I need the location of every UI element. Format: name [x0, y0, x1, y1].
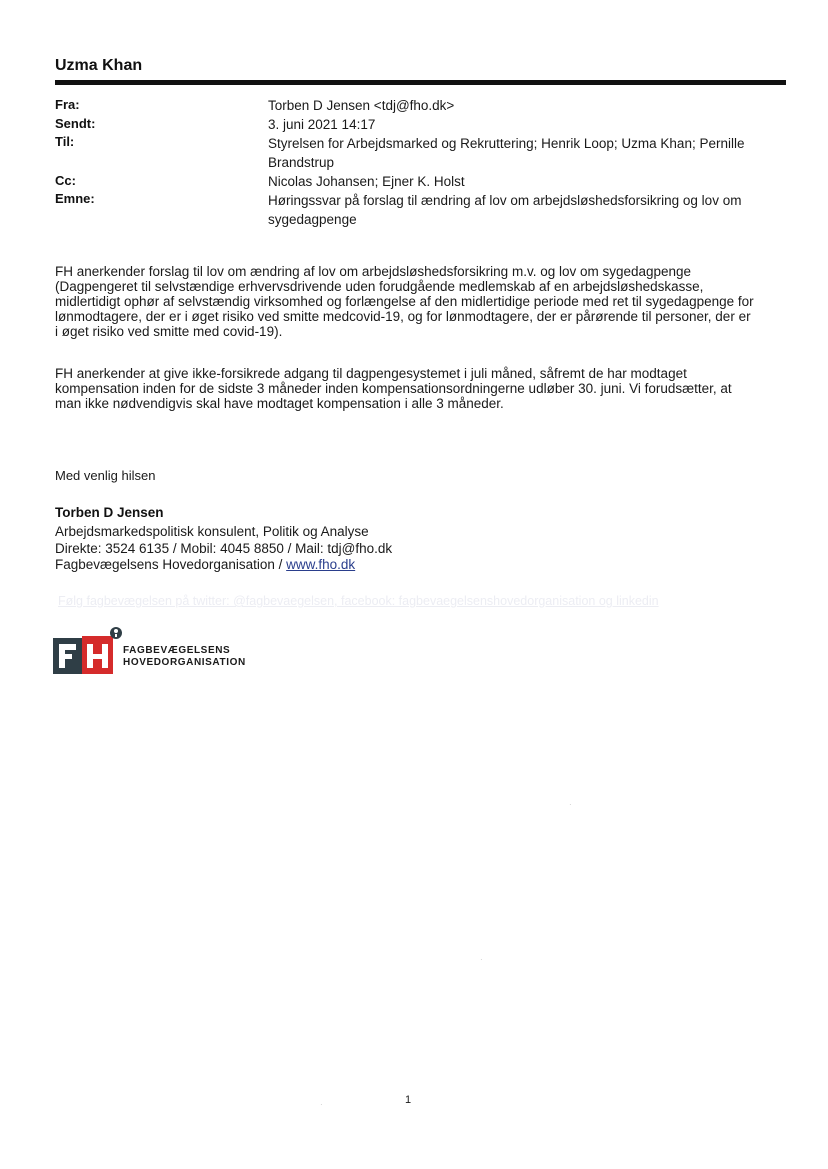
paragraph-line: FH anerkender at give ikke-forsikrede adgang til dagpengesystemet i juli måned, såfremt de har modtaget	[55, 366, 687, 381]
subject-value: Høringssvar på forslag til ændring af lov om arbejdsløshedsforsikring og lov om sygedagpenge	[268, 193, 742, 227]
fh-logo	[53, 626, 293, 678]
scan-speck: ·	[320, 1100, 323, 1109]
page-number: 1	[405, 1094, 412, 1106]
paragraph-line: kompensation inden for de sidste 3 måneder inden kompensationsordningerne udløber 30. juni. Vi forudsætter, at	[55, 381, 732, 396]
paragraph-line: FH anerkender forslag til lov om ændring af lov om arbejdsløshedsforsikring m.v. og lov om sygedagpenge	[55, 264, 692, 279]
cc-value: Nicolas Johansen; Ejner K. Holst	[268, 174, 465, 189]
mailbox-owner-name: Uzma Khan	[55, 57, 143, 74]
signature-contact: Direkte: 3524 6135 / Mobil: 4045 8850 / Mail: tdj@fho.dk	[55, 541, 393, 556]
organization-name: Fagbevægelsens Hovedorganisation /	[55, 557, 287, 572]
fh-logo-mark-icon	[53, 626, 123, 678]
paragraph-line: midlertidigt ophør af selvstændig virksomhed og forlængelse af den midlertidige periode med ret til sygedagpenge for	[55, 294, 754, 309]
scan-speck: ·	[569, 800, 572, 809]
paragraph-line: lønmodtagere, der er i øget risiko ved smitte medcovid-19, og for lønmodtagere, der er pårørende til personer, der er	[55, 309, 751, 324]
signature-organization	[55, 557, 355, 572]
header-divider	[55, 80, 786, 85]
logo-text-line-2: HOVEDORGANISATION	[123, 657, 246, 668]
paragraph-line: i øget risiko ved smitte med covid-19).	[55, 324, 283, 339]
closing-greeting: Med venlig hilsen	[55, 468, 156, 483]
from-value: Torben D Jensen <tdj@fho.dk>	[268, 98, 455, 113]
body-paragraph-2	[55, 366, 785, 411]
sent-label: Sendt:	[55, 116, 96, 131]
signature-title: Arbejdsmarkedspolitisk konsulent, Politik og Analyse	[55, 524, 369, 539]
signature-name: Torben D Jensen	[55, 505, 164, 520]
logo-text-line-1: FAGBEVÆGELSENS	[123, 645, 231, 656]
paragraph-line: man ikke nødvendigvis skal have modtaget kompensation i alle 3 måneder.	[55, 396, 504, 411]
subject-label: Emne:	[55, 191, 95, 206]
from-label: Fra:	[55, 97, 80, 112]
to-value: Styrelsen for Arbejdsmarked og Rekruttering; Henrik Loop; Uzma Khan; Pernille Brandstrup	[268, 136, 745, 170]
website-link[interactable]: www.fho.dk	[286, 557, 356, 572]
cc-label: Cc:	[55, 173, 76, 188]
body-paragraph-1	[55, 264, 785, 339]
to-label: Til:	[55, 134, 75, 149]
sent-value: 3. juni 2021 14:17	[268, 117, 376, 132]
faded-social-links[interactable]: Følg fagbevægelsen på twitter: @fagbevaegelsen, facebook: fagbevaegelsenshovedorganisation og linkedin	[58, 594, 659, 608]
scan-speck: ·	[480, 955, 483, 964]
paragraph-line: (Dagpengeret til selvstændige erhvervsdrivende uden forudgående medlemskab af en arbejdsløshedskasse,	[55, 279, 704, 294]
